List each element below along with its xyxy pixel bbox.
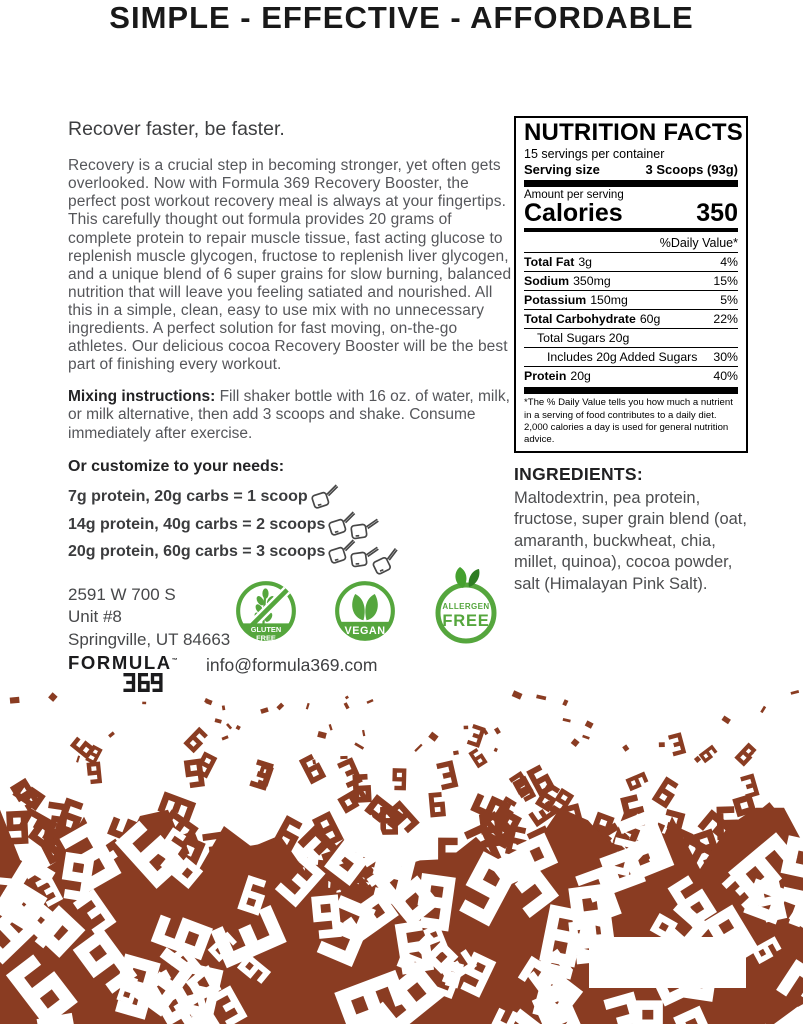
logo-word: FORMULA [68,652,172,673]
pattern-speck [536,695,546,701]
brand-logo [68,652,180,692]
pattern-speck [622,744,629,751]
pattern-speck [582,735,590,740]
barcode-placeholder [589,937,746,988]
servings-per-container: 15 servings per container [524,147,665,162]
pattern-speck [345,695,349,699]
badge-label: FREE [442,612,490,630]
dv-value: 22% [713,312,738,327]
customize-row-1 [68,483,516,511]
pattern-speck [312,759,316,764]
pattern-digit [10,814,25,841]
pattern-speck [236,725,241,730]
badge-label: FREE [256,633,276,643]
pattern-digit [73,738,93,756]
pattern-speck [659,742,665,747]
pattern-speck [791,690,800,695]
customize-heading: Or customize to your needs: [68,458,285,476]
pattern-digit [669,735,684,754]
pattern-speck [329,724,333,731]
headline: Recover faster, be faster. [68,118,285,140]
divider-medium [524,228,738,232]
pattern-speck [340,756,347,759]
badge-label: VEGAN [344,625,386,638]
nutrient-row-potassium: Potassium 150mg 5% [524,290,738,309]
nutrient-row-total-fat: Total Fat 3g 4% [524,252,738,271]
pattern-speck [260,707,269,714]
pattern-speck [344,702,350,709]
pattern-speck [760,706,766,713]
pattern-digit [394,770,404,788]
nutrient-row-carbohydrate: Total Carbohydrate 60g 22% [524,309,738,328]
dv-value: 15% [713,274,738,289]
badge-label: ALLERGEN [442,602,490,611]
pattern-speck [76,756,80,763]
pattern-speck [222,705,226,710]
pattern-digit [431,794,443,814]
ingredients-text: Maltodextrin, pea protein, fructose, super grain blend (oat, amaranth, buckwheat, chia, millet, quinoa), cocoa powder, salt (Himalayan Pink Salt). [514,488,747,593]
dv-value: 30% [713,350,738,365]
scoop-icons [334,510,378,539]
ingredients-section [514,464,748,595]
marketing-copy [68,118,516,566]
pattern-digit [655,780,677,805]
pattern-digit [701,747,716,761]
divider-thick [524,387,738,394]
scoop-icon [310,483,339,512]
scoop-icon [370,546,403,579]
trademark-symbol: ™ [171,657,180,664]
facts-column [514,116,748,595]
customize-row-text: 20g protein, 60g carbs = 3 scoops [68,543,326,561]
calories-value: 350 [696,199,738,228]
daily-value-header: %Daily Value* [659,236,738,251]
gluten-free-badge [233,578,299,644]
customize-row-2 [68,511,516,539]
badge-label: GLUTEN [250,625,282,635]
pattern-speck [108,731,115,737]
nutrient-row-added-sugars: Includes 20g Added Sugars 30% [524,347,738,366]
pattern-speck [10,697,20,704]
serving-size-row [524,162,738,177]
pattern-speck [215,718,222,723]
address-line-2: Unit #8 [68,607,122,627]
pattern-speck [414,744,422,752]
contact-email: info@formula369.com [206,655,378,675]
nutrition-footnote: *The % Daily Value tells you how much a nutrient in a serving of food contributes to a daily diet. 2,000 calories a day is used for general nutrition advice. [524,397,733,445]
address [68,584,230,651]
pattern-speck [362,730,365,736]
mixing-instructions [68,388,516,444]
mixing-label: Mixing instructions: [68,387,216,405]
mixing-text: Fill shaker bottle with 16 oz. of water, milk, or milk alternative, then add 3 scoops and shake. Consume immediately after exercise. [68,387,510,442]
pattern-speck [494,727,501,734]
serving-size-label: Serving size [524,162,600,178]
pattern-speck [694,756,701,763]
pattern-digit [89,764,100,782]
pattern-digit [437,763,455,787]
nutrient-row-protein: Protein 20g 40% [524,366,738,385]
calories-row [524,201,738,226]
amount-per-serving: Amount per serving [524,189,624,202]
pattern-digit [467,726,483,745]
divider-thick [524,180,738,187]
pattern-speck [563,718,571,722]
pattern-speck [571,738,580,747]
pattern-speck [317,731,327,739]
pattern-speck [562,699,568,706]
pattern-digit [187,730,207,750]
pattern-speck [222,735,229,740]
pattern-digit [471,749,485,765]
ingredients-heading: INGREDIENTS: [514,463,644,484]
pattern-speck [721,716,730,725]
customize-row-text: 14g protein, 40g carbs = 2 scoops [68,515,326,533]
nutrition-facts-panel [514,116,748,453]
pattern-speck [142,702,146,705]
calories-label: Calories [524,199,623,228]
page-title: SIMPLE - EFFECTIVE - AFFORDABLE [109,0,694,35]
pattern-speck [453,750,459,755]
pattern-digit [530,767,552,793]
nutrition-title: NUTRITION FACTS [524,119,743,146]
pattern-speck [428,732,438,742]
pattern-speck [494,748,498,753]
customize-row-3 [68,538,516,566]
pattern-speck [585,720,594,728]
pattern-speck [464,726,469,730]
pattern-speck [354,742,364,749]
nutrient-row-sodium: Sodium 350mg 15% [524,271,738,290]
customize-row-text: 7g protein, 20g carbs = 1 scoop [68,488,308,506]
address-line-3: Springville, UT 84663 [68,629,231,649]
allergen-free-badge [429,564,503,646]
nutrient-row-total-sugars: Total Sugars 20g [524,328,738,347]
pattern-digit [628,774,646,788]
dv-value: 4% [720,255,738,270]
serving-size-value: 3 Scoops (93g) [645,162,738,178]
pattern-speck [367,699,374,704]
pattern-digit [741,776,757,796]
pattern-speck [276,703,284,711]
address-line-1: 2591 W 700 S [68,585,176,604]
pattern-speck [48,692,58,702]
dv-value: 40% [713,369,738,384]
body-paragraph: Recovery is a crucial step in becoming stronger, yet often gets overlooked. Now with Formula 369 Recovery Booster, the perfect post workout recovery meal is always at your fingertips. This carefully thought out formula provides 20 grams of complete protein to repair muscle tissue, fast acting glucose to replenish muscle glycogen, fructose to replenish liver glycogen, and a unique blend of 6 super grains for slow burning, balanced nutrition that will leave you feeling satiated and nourished. All this in a simple, clean, easy to use mix with no unnecessary ingredients. A perfect solution for fast moving, on-the-go athletes. Our delicious cocoa Recovery Booster will be the best part of finishing every workout. [68,157,512,374]
dv-value: 5% [720,293,738,308]
pattern-speck [226,723,232,729]
scoop-icons [317,483,339,512]
vegan-badge [332,578,398,644]
pattern-speck [306,703,310,710]
pattern-speck [512,690,523,699]
